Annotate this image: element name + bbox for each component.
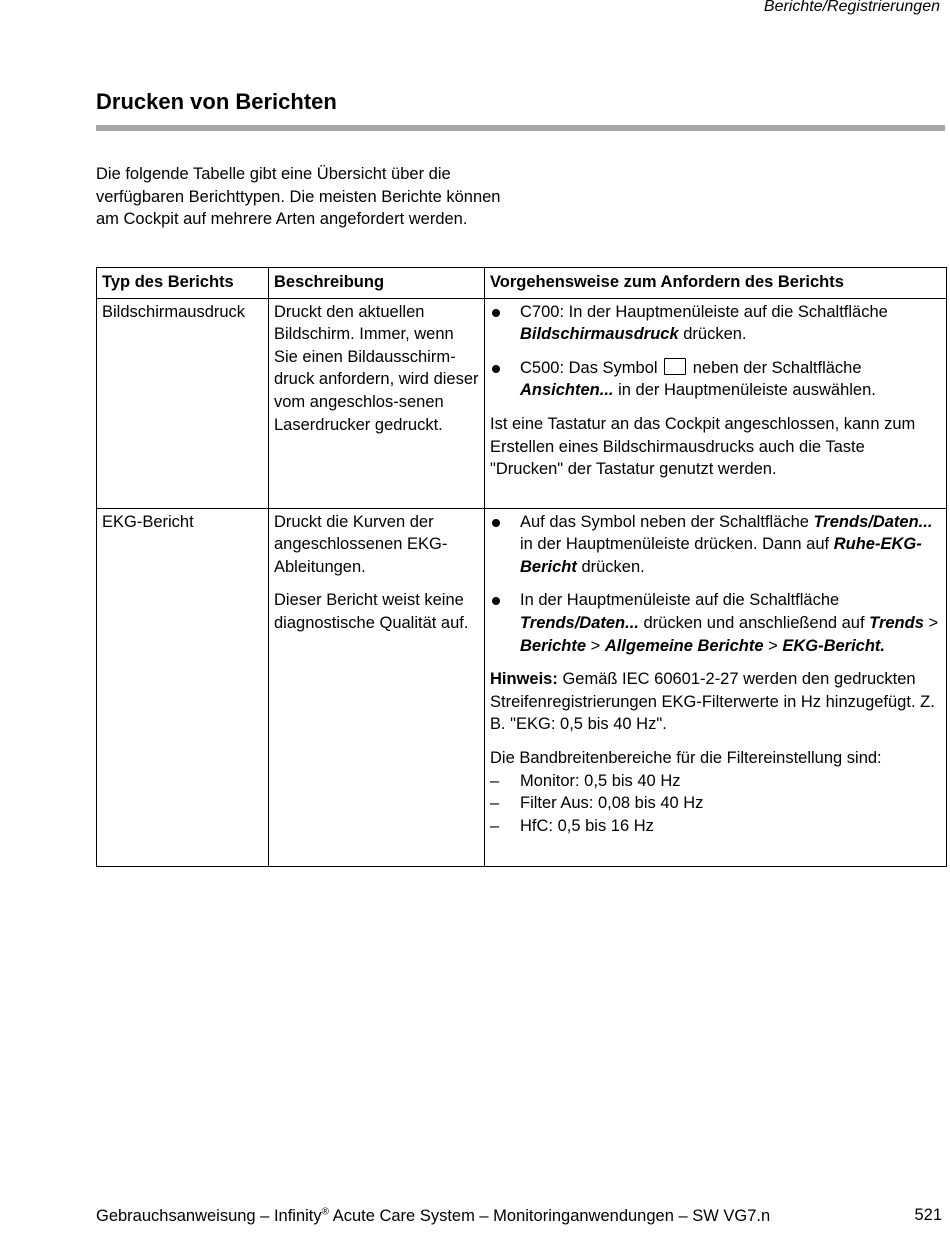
column-header-type: Typ des Berichts [97, 268, 269, 299]
running-header: Berichte/Registrierungen [763, 0, 940, 15]
section-title: Drucken von Berichten [96, 89, 337, 114]
description-text: Druckt den aktuellen Bildschirm. Immer, wenn Sie einen Bildausschirm-druck anfordern, wird dieser vom angeschlos-senen Laserdrucker gedruckt. [274, 302, 479, 434]
table-header-row [97, 268, 947, 299]
bandwidth-list [490, 770, 941, 838]
column-header-description: Beschreibung [269, 268, 485, 299]
button-reference: Trends/Daten... [520, 613, 639, 632]
list-item: C500: Das Symbol neben der Schaltfläche Ansichten... in der Hauptmenüleiste auswählen. [490, 357, 941, 402]
report-type-cell: Bildschirmausdruck [97, 298, 269, 508]
menu-path-separator: > [590, 636, 601, 655]
list-item: C700: In der Hauptmenüleiste auf die Schaltfläche Bildschirmausdruck drücken. [490, 301, 941, 346]
description-cell [269, 298, 485, 508]
menu-path-step: Allgemeine Berichte [604, 636, 764, 655]
table-row-screen-print [97, 298, 947, 508]
dash-marker: – [490, 771, 500, 790]
menu-path-step: Berichte [520, 636, 587, 655]
description-note: Dieser Bericht weist keine diagnostische Qualität auf. [274, 591, 469, 632]
list-item: – Monitor: 0,5 bis 40 Hz [490, 770, 941, 793]
list-item: In der Hauptmenüleiste auf die Schaltfläche Trends/Daten... drücken und anschließend auf Trends > Berichte > Allgemeine Berichte > EKG-Bericht. [490, 589, 941, 657]
bullet-icon [492, 309, 500, 317]
screen-symbol-icon [664, 358, 686, 375]
bullet-icon [492, 365, 500, 373]
bandwidth-intro: Die Bandbreitenbereiche für die Filtereinstellung sind: [490, 748, 882, 767]
button-reference: Ansichten... [520, 381, 614, 400]
button-reference: Bildschirmausdruck [520, 325, 679, 344]
menu-path-step: EKG-Bericht. [782, 636, 886, 655]
description-text: Druckt die Kurven der angeschlossenen EKG-Ableitungen. [274, 512, 448, 576]
procedure-list [490, 301, 941, 402]
table-row-ecg-report [97, 508, 947, 866]
procedure-list [490, 511, 941, 658]
keyboard-note: Ist eine Tastatur an das Cockpit angeschlossen, kann zum Erstellen eines Bildschirmausdrucks auch die Taste "Drucken" der Tastatur genutzt werden. [490, 414, 916, 479]
report-types-table [96, 267, 947, 867]
menu-path-separator: > [768, 636, 778, 655]
dash-marker: – [490, 794, 500, 813]
page-footer [96, 1206, 946, 1226]
dash-marker: – [490, 816, 500, 835]
procedure-cell [485, 298, 947, 508]
menu-path-separator: > [928, 613, 939, 632]
ecg-note [490, 668, 941, 736]
bullet-icon [492, 597, 500, 605]
procedure-cell [485, 508, 947, 866]
note-label: Hinweis: [490, 670, 558, 689]
list-item: Auf das Symbol neben der Schaltfläche Trends/Daten... in der Hauptmenüleiste drücken. Dann auf Ruhe-EKG- Bericht drücken. [490, 511, 941, 579]
title-rule [96, 125, 945, 131]
menu-path-step: Trends [869, 613, 924, 632]
page-number: 521 [914, 1206, 942, 1224]
list-item: – Filter Aus: 0,08 bis 40 Hz [490, 792, 941, 815]
list-item: – HfC: 0,5 bis 16 Hz [490, 815, 941, 838]
bullet-icon [492, 519, 500, 527]
button-reference: Trends/Daten... [813, 512, 933, 531]
description-cell [269, 508, 485, 866]
footer-title: Gebrauchsanweisung – Infinity® Acute Care System – Monitoringanwendungen – SW VG7.n [96, 1206, 771, 1225]
button-reference: Ruhe-EKG- Bericht [520, 535, 922, 576]
note-text: Gemäß IEC 60601-2-27 werden den gedruckten Streifenregistrierungen EKG-Filterwerte in Hz hinzugefügt. Z. B. "EKG: 0,5 bis 40 Hz". [490, 670, 935, 734]
column-header-procedure: Vorgehensweise zum Anfordern des Berichts [485, 268, 947, 299]
intro-paragraph: Die folgende Tabelle gibt eine Übersicht über die verfügbaren Berichttypen. Die meisten Berichte können am Cockpit auf mehrere Arten angefordert werden. [96, 165, 501, 229]
report-type-cell: EKG-Bericht [97, 508, 269, 866]
